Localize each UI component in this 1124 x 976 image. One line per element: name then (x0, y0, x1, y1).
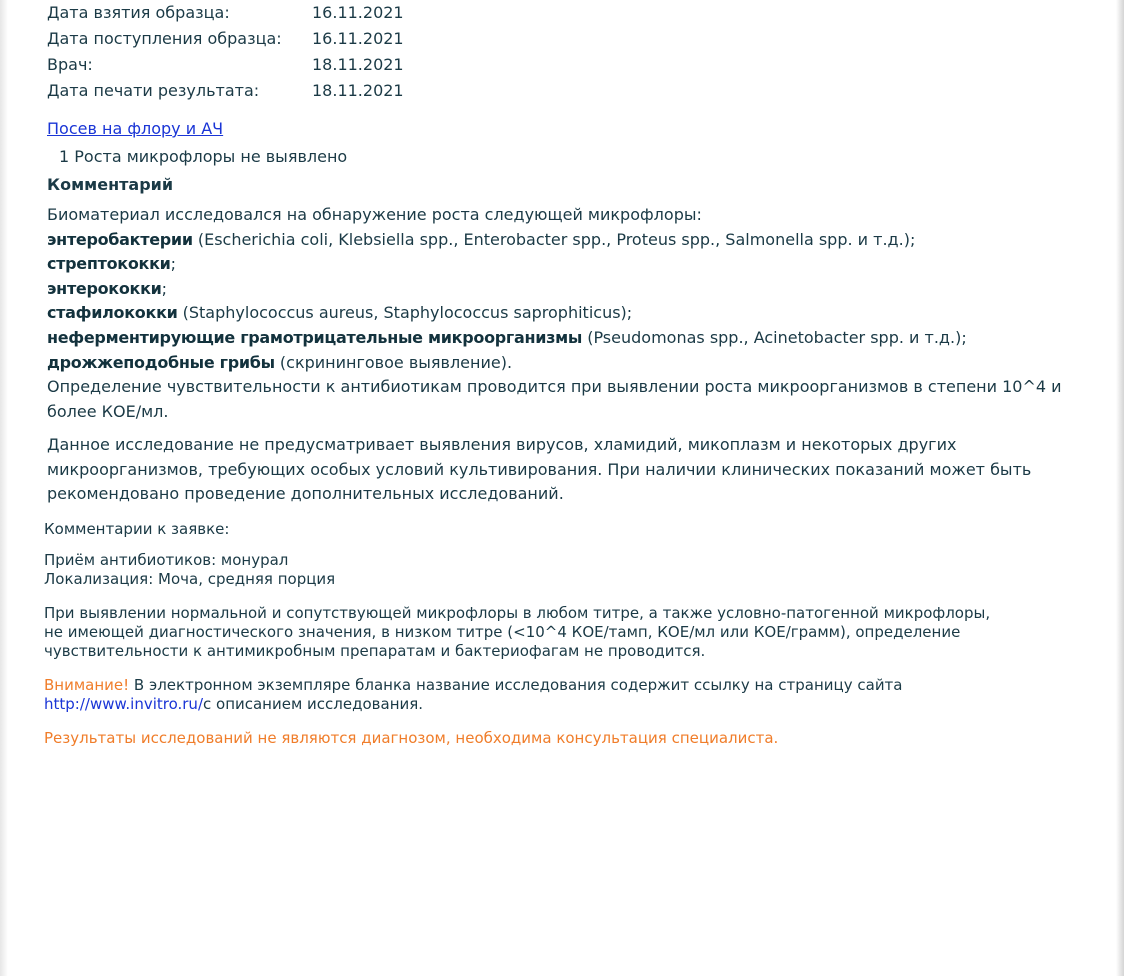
meta-value: 16.11.2021 (312, 3, 404, 22)
comment-intro: Биоматериал исследовался на обнаружение роста следующей микрофлоры: (47, 205, 702, 224)
order-comments-heading-text: Комментарии к заявке: (44, 520, 230, 538)
order-comments (44, 551, 1104, 589)
microflora-detail: (Pseudomonas spp., Acinetobacter spp. и т.д.); (582, 327, 967, 347)
microflora-detail: ; (170, 254, 176, 274)
microflora-item (47, 252, 1097, 277)
test-result-line: 1 Роста микрофлоры не выявлено (59, 147, 348, 166)
order-comments-heading (44, 520, 1104, 539)
microflora-detail: (Staphylococcus aureus, Staphylococcus saprophiticus); (177, 303, 633, 323)
microflora-item (47, 351, 1097, 376)
microflora-name: неферментирующие грамотрицательные микроорганизмы (47, 327, 583, 347)
attention-text: В электронном экземпляре бланка название исследования содержит ссылку на страницу сайта (129, 676, 903, 694)
meta-label: Дата взятия образца: (47, 3, 230, 22)
microflora-detail: (Escherichia coli, Klebsiella spp., Enterobacter spp., Proteus spp., Salmonella spp. и т.д.); (192, 229, 916, 249)
comment-heading: Комментарий (47, 175, 174, 194)
sensitivity-notice (44, 604, 1104, 661)
disclaimer-line: рекомендовано проведение дополнительных исследований. (47, 484, 564, 504)
notice-line: При выявлении нормальной и сопутствующей микрофлоры в любом титре, а также условно-патогенной микрофлоры, (44, 604, 991, 622)
attention-label: Внимание! (44, 676, 130, 694)
page-left-edge (0, 0, 8, 976)
order-comment-line: Локализация: Моча, средняя порция (44, 570, 336, 588)
notice-line: чувствительности к антимикробным препаратам и бактериофагам не проводится. (44, 642, 706, 660)
order-comment-line: Приём антибиотиков: монурал (44, 551, 289, 569)
comment-body (47, 203, 1097, 424)
microflora-name: дрожжеподобные грибы (47, 352, 275, 372)
site-url-link[interactable]: http://www.invitro.ru/ (44, 695, 203, 713)
microflora-name: энтеробактерии (47, 229, 193, 249)
microflora-detail: (скрининговое выявление). (274, 352, 513, 372)
meta-label: Врач: (47, 55, 93, 74)
sensitivity-text-line: Определение чувствительности к антибиотикам проводится при выявлении роста микроорганизмов в степени 10^4 и (47, 377, 1062, 397)
microflora-item (47, 326, 1097, 351)
microflora-name: стафилококки (47, 303, 178, 323)
meta-value: 18.11.2021 (312, 81, 404, 100)
attention-notice (44, 676, 1104, 714)
meta-label: Дата печати результата: (47, 81, 260, 100)
attention-line (44, 676, 1104, 695)
test-name-link[interactable]: Посев на флору и АЧ (47, 119, 224, 138)
attention-url-line (44, 695, 1104, 714)
microflora-name: стрептококки (47, 254, 171, 274)
disclaimer-line: Данное исследование не предусматривает выявления вирусов, хламидий, микоплазм и некоторых других (47, 435, 957, 454)
disclaimer-line: микроорганизмов, требующих особых условий культивирования. При наличии клинических показаний может быть (47, 459, 1032, 479)
microflora-detail: ; (161, 278, 167, 298)
site-url-suffix: с описанием исследования. (203, 695, 424, 713)
meta-label: Дата поступления образца: (47, 29, 282, 48)
microflora-item (47, 277, 1097, 302)
meta-value: 16.11.2021 (312, 29, 404, 48)
final-note (44, 729, 1104, 748)
microflora-item (47, 301, 1097, 326)
sensitivity-text-line: более КОЕ/мл. (47, 401, 169, 421)
page-right-edge (1116, 0, 1124, 976)
meta-value: 18.11.2021 (312, 55, 404, 74)
microflora-item (47, 228, 1097, 253)
microflora-name: энтерококки (47, 278, 162, 298)
final-note-text: Результаты исследований не являются диагнозом, необходима консультация специалиста. (44, 729, 779, 747)
disclaimer-paragraph (47, 433, 1107, 507)
notice-line: не имеющей диагностического значения, в низком титре (<10^4 КОЕ/тамп, КОЕ/мл или КОЕ/грамм), определение (44, 623, 961, 641)
